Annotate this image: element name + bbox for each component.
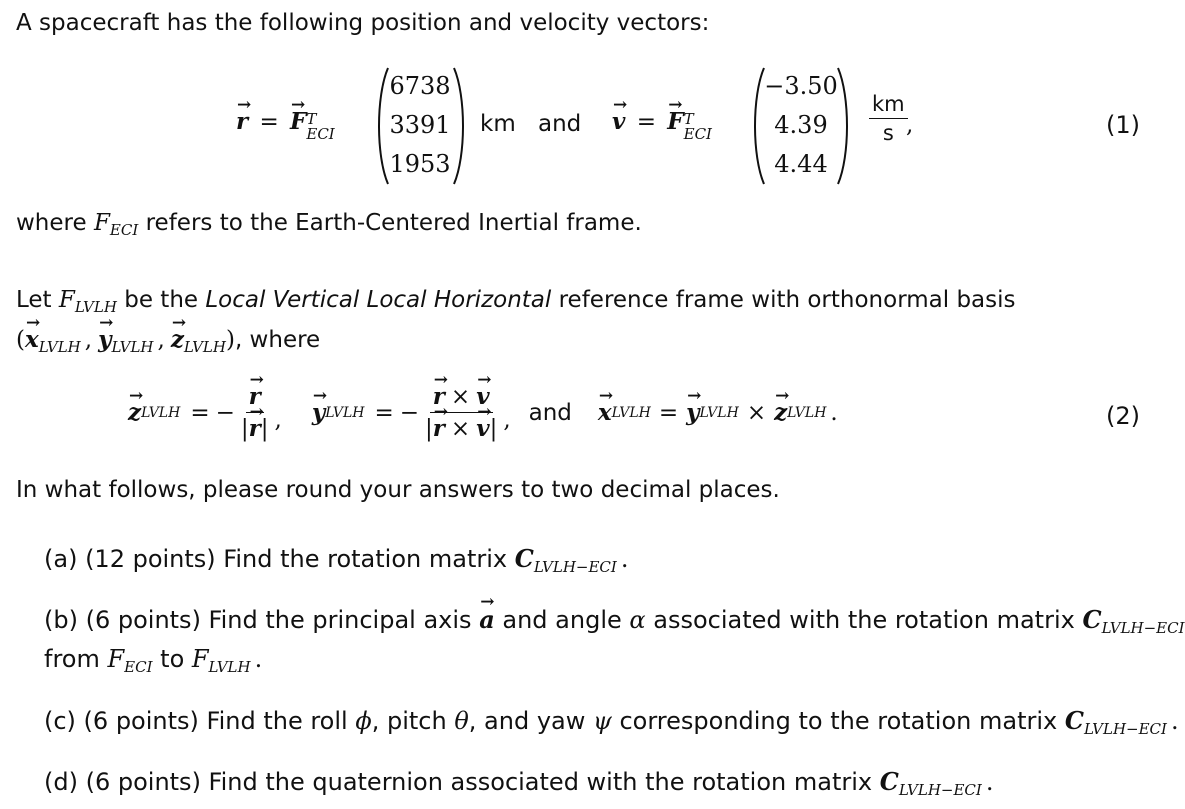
z-frac-bar-l: |: [240, 416, 249, 442]
r-right-paren: [452, 66, 468, 186]
z-lvlh-sub: LVLH: [183, 338, 226, 356]
x-rhs-times: ×: [746, 399, 767, 426]
eq2-period: .: [830, 399, 838, 426]
y-frac-den-v: → v: [476, 415, 489, 442]
part-c-yaw: , and yaw: [468, 707, 586, 735]
x-rhs-y: → y: [686, 399, 699, 426]
eq2-equals-2: =: [374, 399, 394, 426]
eq2-minus-1: −: [215, 399, 235, 426]
r-vector-symbol: → r: [236, 108, 248, 135]
y-frac-num-r: → r: [433, 383, 445, 410]
v-value-2: 4.39: [774, 111, 828, 139]
part-c-theta: θ: [454, 707, 469, 735]
basis-close-paren: ): [225, 327, 235, 353]
v-value-3: 4.44: [774, 150, 828, 178]
part-a-end: .: [620, 545, 629, 573]
v-right-paren: [836, 66, 852, 186]
be-the-text: be the: [124, 287, 199, 313]
v-vector-symbol: → v: [612, 108, 625, 135]
part-d-C-sub: LVLH−ECI: [898, 781, 982, 799]
part-c-pitch: , pitch: [371, 707, 447, 735]
basis-sep-2: ,: [157, 327, 165, 353]
part-c-C-sub: LVLH−ECI: [1083, 720, 1167, 738]
let-line: [16, 287, 1016, 316]
z-lvlh-vector: → z: [171, 326, 184, 353]
eq1-v-lhs: [612, 108, 728, 143]
frame-F-lvlh: F: [58, 287, 75, 313]
part-b-mid: and angle: [502, 606, 622, 634]
part-b-line1: [44, 605, 1185, 637]
eci-subscript: ECI: [109, 221, 139, 239]
eq1-number: (1): [1106, 111, 1140, 139]
where-line: [16, 210, 642, 239]
part-b-F1: F: [107, 645, 125, 673]
eq2-and: and: [528, 399, 572, 426]
part-b-axis-a: → a: [479, 605, 495, 634]
transpose-sup-2: T: [683, 110, 694, 128]
part-d-end: .: [985, 768, 994, 796]
where-description: refers to the Earth-Centered Inertial frame.: [145, 210, 642, 236]
let-word: Let: [16, 287, 52, 313]
part-c-phi: ϕ: [355, 707, 372, 735]
part-b-end: .: [254, 645, 263, 673]
part-c-end: .: [1170, 707, 1179, 735]
part-b-from: from: [44, 645, 100, 673]
part-b-line2: [44, 645, 262, 676]
eq2-minus-2: −: [399, 399, 420, 426]
r-value-3: 1953: [389, 150, 451, 178]
where-word: where: [16, 210, 87, 236]
part-d-C: C: [879, 767, 899, 796]
part-a-C: C: [514, 544, 534, 573]
part-c-psi: ψ: [593, 707, 612, 735]
r-unit: km: [480, 111, 516, 137]
x-lvlh-lhs-sub: LVLH: [611, 404, 651, 421]
basis-where: , where: [234, 327, 321, 353]
x-rhs-z: → z: [774, 399, 787, 426]
basis-line: [16, 326, 320, 356]
eq2: [128, 383, 838, 442]
y-frac-num-times: ×: [450, 384, 471, 410]
x-lvlh-vector: → x: [25, 326, 39, 353]
and-word-1: and: [538, 111, 582, 137]
let-description: reference frame with orthonormal basis: [558, 287, 1016, 313]
z-lvlh-lhs-sub: LVLH: [141, 404, 181, 421]
eq2-equals-1: =: [190, 399, 210, 426]
y-lvlh-sub: LVLH: [111, 338, 154, 356]
z-frac-den-r: → r: [249, 415, 261, 442]
x-lvlh-sub: LVLH: [38, 338, 81, 356]
y-lvlh-vector: → y: [98, 326, 111, 353]
eq1-comma: ,: [906, 112, 914, 138]
v-vector-column: [764, 67, 838, 184]
y-lvlh-lhs-sub: LVLH: [325, 404, 365, 421]
r-vector-column: [388, 67, 452, 184]
part-a-C-sub: LVLH−ECI: [533, 558, 617, 576]
r-value-2: 3391: [389, 111, 451, 139]
basis-sep-1: ,: [84, 327, 93, 353]
part-b-to: to: [160, 645, 185, 673]
y-frac-bar-r: |: [489, 416, 498, 442]
part-c-post: corresponding to the rotation matrix: [619, 707, 1058, 735]
intro-text: A spacecraft has the following position and velocity vectors:: [16, 10, 710, 36]
eci-sub-2: ECI: [683, 125, 712, 143]
part-b-lvlh: LVLH: [208, 658, 251, 676]
part-a-label: (a) (12 points) Find the rotation matrix: [44, 545, 508, 573]
part-d: [44, 767, 993, 799]
equals-sign-2: =: [636, 109, 656, 135]
y-fraction: [422, 383, 500, 442]
lvlh-subscript: LVLH: [74, 298, 117, 316]
z-fraction: [238, 383, 272, 442]
part-b-F2: F: [191, 645, 209, 673]
frame-F-symbol: → F: [290, 108, 306, 135]
eq2-comma-2: ,: [503, 406, 511, 433]
y-frac-den-times: ×: [450, 416, 471, 442]
part-b-eci: ECI: [124, 658, 153, 676]
part-b-alpha: α: [629, 606, 646, 634]
round-instruction: In what follows, please round your answers to two decimal places.: [16, 477, 780, 503]
v-unit-num: km: [869, 92, 908, 119]
part-b-post: associated with the rotation matrix: [653, 606, 1075, 634]
z-frac-num-r: → r: [249, 383, 261, 410]
frame-F-symbol-2: → F: [667, 108, 683, 135]
frame-F-eci: F: [93, 210, 110, 236]
part-b-C-sub: LVLH−ECI: [1101, 619, 1185, 637]
part-a: [44, 544, 628, 576]
x-rhs-z-sub: LVLH: [787, 404, 827, 421]
eq2-comma-1: ,: [274, 406, 282, 433]
part-c-pre: (c) (6 points) Find the roll: [44, 707, 348, 735]
eq1-r-lhs: [236, 108, 350, 143]
part-b-C: C: [1082, 605, 1102, 634]
transpose-sup: T: [306, 110, 317, 128]
v-value-1: −3.50: [764, 72, 838, 100]
x-lvlh-lhs: → x: [598, 399, 612, 426]
y-lvlh-lhs: → y: [312, 399, 325, 426]
r-value-1: 6738: [389, 72, 451, 100]
v-unit-den: s: [882, 121, 894, 145]
v-unit-fraction: [866, 92, 914, 145]
basis-open-paren: (: [16, 327, 25, 353]
y-frac-den-r: → r: [433, 415, 445, 442]
part-b-label: (b) (6 points) Find the principal axis: [44, 606, 472, 634]
equals-sign: =: [259, 109, 279, 135]
part-c-C: C: [1064, 706, 1084, 735]
y-frac-bar-l: |: [425, 416, 433, 442]
z-lvlh-lhs: → z: [128, 399, 141, 426]
z-frac-bar-r: |: [260, 416, 269, 442]
x-rhs-y-sub: LVLH: [699, 404, 739, 421]
lvlh-italic-name: Local Vertical Local Horizontal: [205, 287, 552, 313]
eq2-number: (2): [1106, 402, 1140, 430]
y-frac-num-v: → v: [476, 383, 489, 410]
eci-sub: ECI: [306, 125, 335, 143]
eq2-equals-3: =: [658, 399, 679, 426]
part-d-label: (d) (6 points) Find the quaternion associated with the rotation matrix: [44, 768, 873, 796]
part-c: [44, 706, 1179, 738]
